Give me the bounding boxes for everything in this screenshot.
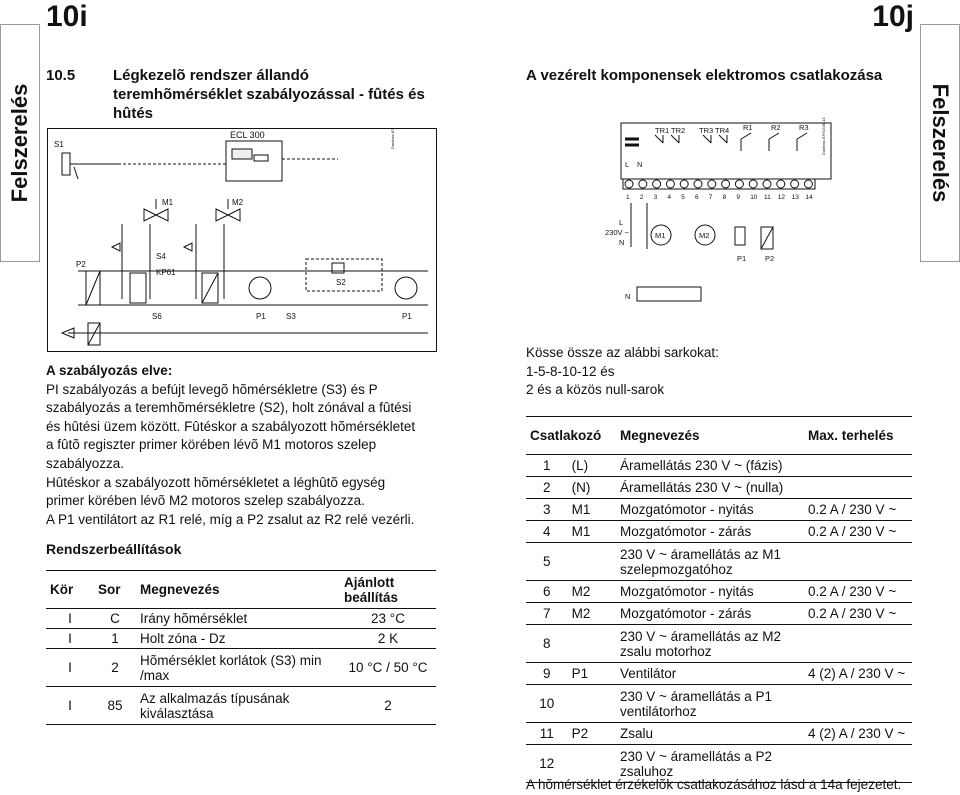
cell-name-line: Mozgatómotor - nyitás: [620, 584, 754, 599]
diagram-label: S2: [336, 278, 346, 287]
cell-name: [616, 625, 804, 663]
cell-connector: 8: [526, 625, 568, 663]
terminal-number: 2: [639, 194, 644, 201]
wiring-label: L: [619, 218, 624, 227]
cell-name: [136, 687, 340, 725]
cell-name-line: Mozgatómotor - nyitás: [620, 502, 754, 517]
wiring-label: TR2: [671, 126, 686, 135]
terminal-number: 12: [777, 194, 786, 201]
cell-load: [804, 685, 912, 723]
terminal-number: 10: [750, 194, 758, 201]
table-row: [526, 477, 912, 499]
wiring-label: M1: [655, 231, 666, 240]
control-line: és hûtési üzem között. Fûtéskor a szabályozott hõmérsékletet: [46, 418, 416, 434]
wiring-label: TR1: [655, 126, 670, 135]
terminal-screw: [722, 180, 730, 188]
table-row: [46, 609, 436, 629]
terminal-number: 8: [722, 194, 727, 201]
diagram-label: S4: [156, 252, 166, 261]
col-name: Megnevezés: [136, 571, 340, 609]
wiring-code: Danfoss 87H1345.14: [821, 117, 826, 155]
settings-header-row: [46, 571, 436, 609]
table-row: [526, 603, 912, 625]
side-tab-left: [0, 24, 40, 262]
cell-name: [616, 581, 804, 603]
control-line: szabályozza.: [46, 455, 125, 471]
cell-sub: P1: [568, 663, 616, 685]
table-row: [526, 663, 912, 685]
cell-name: Irány hõmérséklet: [136, 609, 340, 629]
terminal-screw: [791, 180, 799, 188]
cell-sub: (N): [568, 477, 616, 499]
cell-name: Holt zóna - Dz: [136, 629, 340, 649]
wiring-label: R2: [771, 123, 781, 132]
diagram-label: S1: [54, 140, 64, 149]
left-page-number: 10i: [46, 0, 88, 33]
terminal-number: 4: [667, 194, 672, 201]
diagram-label: KP61: [156, 268, 176, 277]
wiring-diagram: [526, 98, 914, 328]
col-recommended: [340, 571, 436, 609]
wiring-label: M2: [699, 231, 710, 240]
cell-load: 0.2 A / 230 V ~: [804, 499, 912, 521]
wiring-label: TR3: [699, 126, 714, 135]
col-sor: Sor: [94, 571, 136, 609]
col-connector: Csatlakozó: [526, 417, 616, 455]
terminal-screw: [777, 180, 785, 188]
terminal-screw: [694, 180, 702, 188]
wiring-label: 230V ~: [605, 228, 629, 237]
diagram-label: P2: [76, 260, 86, 269]
cell-name-line: zsaluhoz: [620, 763, 674, 779]
cell-load: 0.2 A / 230 V ~: [804, 581, 912, 603]
cell-name: [616, 477, 804, 499]
cell-name: [616, 455, 804, 477]
cell-sub: M2: [568, 581, 616, 603]
table-row: [46, 649, 436, 687]
terminal-screw: [666, 180, 674, 188]
diagram-label: S3: [286, 312, 296, 321]
table-row: [526, 543, 912, 581]
control-line: Hûtéskor a szabályozott hõmérsékletet a léghûtõ egység: [46, 474, 386, 490]
cell-kor: I: [46, 629, 94, 649]
control-line: a fûtõ regiszter primer körében lévõ M1 motoros szelep: [46, 437, 377, 453]
instruction-line: 2 és a közös null-sarok: [526, 382, 665, 398]
cell-sub: [568, 543, 616, 581]
wiring-label: R3: [799, 123, 809, 132]
cell-name-line: Áramellátás 230 V ~ (fázis): [620, 458, 783, 473]
side-tab-right-label: Felszerelés: [928, 83, 953, 203]
cell-sub: M2: [568, 603, 616, 625]
cell-connector: 11: [526, 723, 568, 745]
cell-connector: 12: [526, 745, 568, 783]
terminal-number: 7: [708, 194, 713, 201]
cell-connector: 5: [526, 543, 568, 581]
footnote: A hõmérséklet érzékelõk csatlakozásához lásd a 14a fejezetet.: [526, 777, 902, 792]
cell-connector: 3: [526, 499, 568, 521]
cell-name-line: 230 V ~ áramellátás a P1: [620, 688, 772, 704]
cell-connector: 4: [526, 521, 568, 543]
diagram-label: S6: [152, 312, 162, 321]
diagram-code: Danfoss 87H1335.14: [390, 129, 395, 149]
terminal-screw: [763, 180, 771, 188]
terminal-number: 14: [805, 194, 813, 201]
wiring-label: N: [619, 238, 625, 247]
side-tab-right: [920, 24, 960, 262]
control-heading: A szabályozás elve:: [46, 363, 173, 378]
cell-kor: I: [46, 649, 94, 687]
cell-kor: I: [46, 609, 94, 629]
cell-name-line: szelepmozgatóhoz: [620, 561, 733, 577]
diagram-label: P1: [256, 312, 266, 321]
cell-load: 4 (2) A / 230 V ~: [804, 663, 912, 685]
cell-name-line: 230 V ~ áramellátás a P2: [620, 748, 772, 764]
cell-name: [616, 663, 804, 685]
table-row: [526, 685, 912, 723]
terminal-screw: [749, 180, 757, 188]
cell-load: [804, 625, 912, 663]
wiring-instructions: [526, 344, 719, 400]
wiring-label: P1: [737, 254, 747, 263]
control-line: primer körében lévõ M2 motoros szelep szabályozza.: [46, 493, 365, 509]
instruction-line: Kösse össze az alábbi sarkokat:: [526, 345, 719, 360]
cell-name-line: Mozgatómotor - zárás: [620, 606, 752, 621]
cell-name-line: Áramellátás 230 V ~ (nulla): [620, 480, 784, 495]
cell-value: 23 °C: [340, 609, 436, 629]
section-title-line: teremhõmérséklet szabályozással - fûtés és: [113, 86, 425, 103]
cell-sub: M1: [568, 499, 616, 521]
terminal-screw: [708, 180, 716, 188]
cell-connector: 10: [526, 685, 568, 723]
cell-load: 0.2 A / 230 V ~: [804, 521, 912, 543]
diagram-label: M1: [162, 198, 174, 207]
col-name: Megnevezés: [616, 417, 804, 455]
cell-sor: 1: [94, 629, 136, 649]
cell-kor: I: [46, 687, 94, 725]
cell-connector: 7: [526, 603, 568, 625]
wiring-label: L: [625, 160, 630, 169]
cell-sor: 85: [94, 687, 136, 725]
cell-sor: 2: [94, 649, 136, 687]
terminal-screw: [625, 180, 633, 188]
table-row: [46, 687, 436, 725]
section-title: [113, 66, 453, 123]
cell-value: 10 °C / 50 °C: [340, 649, 436, 687]
wiring-label: N: [637, 160, 643, 169]
terminal-screw: [735, 180, 743, 188]
table-row: [526, 581, 912, 603]
cell-load: 4 (2) A / 230 V ~: [804, 723, 912, 745]
right-title: A vezérelt komponensek elektromos csatlakozása: [526, 67, 883, 84]
terminal-number: 9: [736, 194, 741, 201]
cell-name-line: kiválasztása: [140, 705, 214, 721]
diagram-label: ECL 300: [230, 130, 265, 140]
table-row: [46, 629, 436, 649]
wiring-label: P2: [765, 254, 775, 263]
terminal-screw: [804, 180, 812, 188]
terminal-number: 6: [695, 194, 699, 201]
cell-name-line: 230 V ~ áramellátás az M2: [620, 628, 781, 644]
col-load: Max. terhelés: [804, 417, 912, 455]
cell-name: [616, 723, 804, 745]
cell-name-line: Zsalu: [620, 726, 654, 741]
cell-name-line: /max: [140, 667, 170, 683]
cell-name: [136, 649, 340, 687]
cell-load: [804, 455, 912, 477]
terminal-number: 3: [653, 194, 658, 201]
cell-load: 0.2 A / 230 V ~: [804, 603, 912, 625]
cell-name-line: zsalu motorhoz: [620, 643, 712, 659]
cell-sub: [568, 685, 616, 723]
cell-connector: 2: [526, 477, 568, 499]
terminal-number: 13: [791, 194, 799, 201]
terminal-number: 11: [764, 194, 771, 201]
section-title-line: hûtés: [113, 105, 154, 122]
cell-connector: 6: [526, 581, 568, 603]
instruction-line: 1-5-8-10-12 és: [526, 363, 615, 379]
cell-connector: 9: [526, 663, 568, 685]
cell-sub: M1: [568, 521, 616, 543]
diagram-label: P1: [402, 312, 412, 321]
cell-name: [616, 499, 804, 521]
cell-load: [804, 543, 912, 581]
cell-name-line: Ventilátor: [620, 666, 677, 681]
wiring-label: N: [625, 292, 631, 301]
table-row: [526, 521, 912, 543]
table-row: [526, 625, 912, 663]
control-line: A P1 ventilátort az R1 relé, míg a P2 zsalut az R2 relé vezérli.: [46, 511, 415, 527]
cell-sub: [568, 625, 616, 663]
terminal-number: 1: [626, 194, 630, 201]
col-kor: Kör: [46, 571, 94, 609]
system-diagram: [47, 128, 437, 352]
cell-sub: (L): [568, 455, 616, 477]
wiring-label: TR4: [715, 126, 730, 135]
cell-load: [804, 477, 912, 499]
cell-name: [616, 521, 804, 543]
terminal-screw: [653, 180, 661, 188]
side-tab-left-label: Felszerelés: [7, 83, 32, 203]
cell-name-line: ventilátorhoz: [620, 703, 697, 719]
table-row: [526, 455, 912, 477]
wiring-label: R1: [743, 123, 753, 132]
settings-heading: Rendszerbeállítások: [46, 541, 182, 557]
table-row: [526, 499, 912, 521]
cell-name-line: Hõmérséklet korlátok (S3) min: [140, 652, 322, 668]
system-diagram-svg: [48, 129, 436, 351]
cell-name: [616, 685, 804, 723]
right-page-number: 10j: [872, 0, 914, 33]
diagram-label: M2: [232, 198, 244, 207]
cell-value: 2: [340, 687, 436, 725]
cell-name-line: 230 V ~ áramellátás az M1: [620, 546, 781, 562]
cell-value: 2 K: [340, 629, 436, 649]
control-principle: [46, 362, 436, 529]
cell-sor: C: [94, 609, 136, 629]
cell-name-line: Mozgatómotor - zárás: [620, 524, 752, 539]
control-line: szabályozás a teremhõmérsékletre (S2), holt zónával a fûtési: [46, 400, 412, 416]
cell-name: [616, 543, 804, 581]
cell-name-line: Az alkalmazás típusának: [140, 690, 290, 706]
col-recommended-line: beállítás: [344, 589, 399, 605]
terminal-number: 5: [681, 194, 685, 201]
section-number: 10.5: [46, 67, 76, 84]
settings-table: [46, 570, 436, 725]
connection-header-row: [526, 417, 912, 455]
table-row: [526, 723, 912, 745]
terminal-screw: [639, 180, 647, 188]
cell-connector: 1: [526, 455, 568, 477]
wiring-diagram-svg: [527, 99, 913, 327]
control-line: PI szabályozás a befújt levegõ hõmérsékletre (S3) és P: [46, 381, 378, 397]
section-title-line: Légkezelõ rendszer állandó: [113, 67, 309, 84]
cell-sub: P2: [568, 723, 616, 745]
connection-table: [526, 416, 912, 783]
cell-name: [616, 603, 804, 625]
col-recommended-line: Ajánlott: [344, 574, 395, 590]
terminal-screw: [680, 180, 688, 188]
